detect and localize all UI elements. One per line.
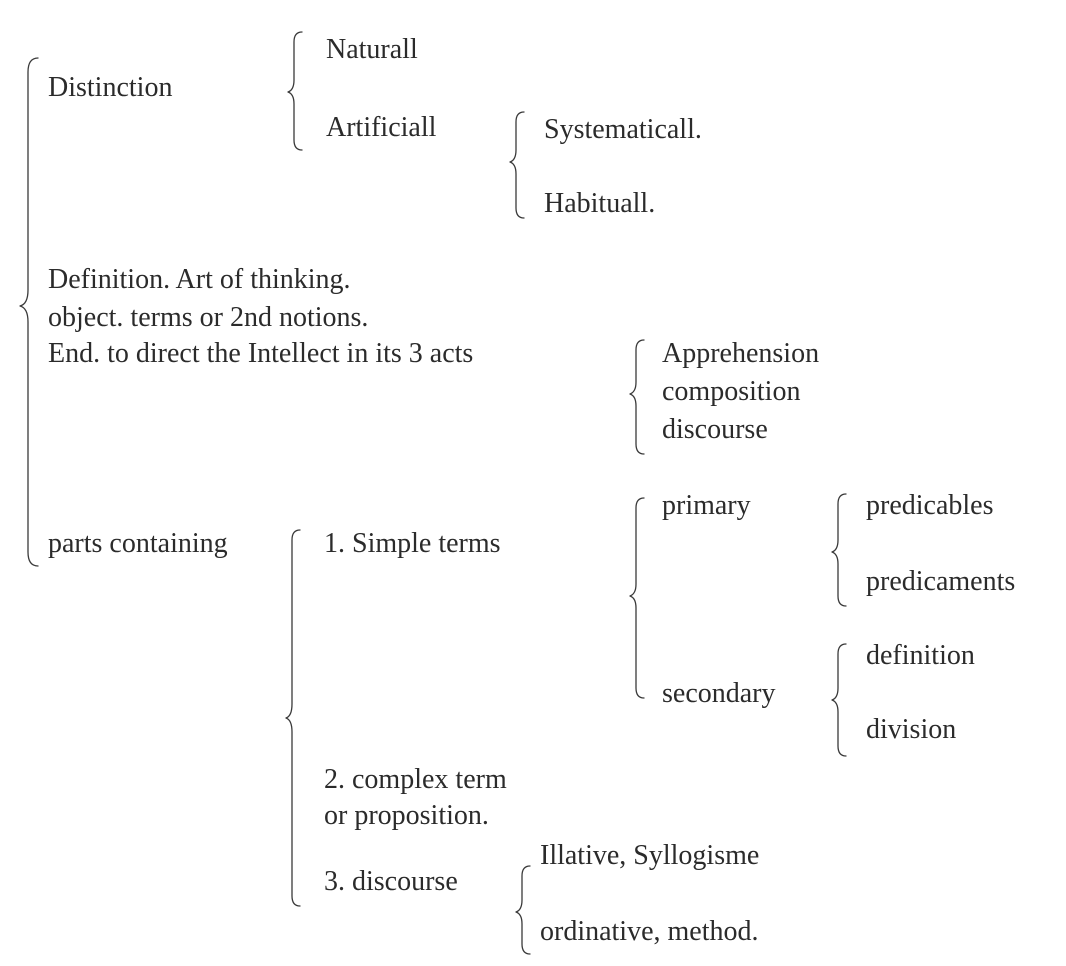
systematicall-label: Systematicall.	[544, 114, 702, 145]
distinction-label: Distinction	[48, 72, 173, 103]
primary-label: primary	[662, 490, 751, 521]
simple-terms-label: 1. Simple terms	[324, 528, 501, 559]
main-brace	[20, 58, 38, 566]
parts-label: parts containing	[48, 528, 228, 559]
primary-brace	[832, 494, 846, 606]
habituall-label: Habituall.	[544, 188, 656, 219]
ordinative-label: ordinative, method.	[540, 916, 759, 947]
end-line: End. to direct the Intellect in its 3 acts	[48, 338, 474, 369]
illative-label: Illative, Syllogisme	[540, 840, 760, 871]
naturall-label: Naturall	[326, 34, 418, 65]
act-discourse: discourse	[662, 414, 768, 445]
simple-brace	[630, 498, 644, 698]
distinction-brace	[288, 32, 302, 150]
definition-label: definition	[866, 640, 975, 671]
object-line: object. terms or 2nd notions.	[48, 302, 369, 333]
artificiall-brace	[510, 112, 524, 218]
secondary-brace	[832, 644, 846, 756]
artificiall-label: Artificiall	[326, 112, 437, 143]
parts-brace	[286, 530, 300, 906]
act-apprehension: Apprehension	[662, 338, 820, 369]
discourse-label: 3. discourse	[324, 866, 458, 897]
definition-line: Definition. Art of thinking.	[48, 264, 351, 295]
predicaments-label: predicaments	[866, 566, 1016, 597]
proposition-line: or proposition.	[324, 800, 489, 831]
division-label: division	[866, 714, 957, 745]
discourse-brace	[516, 866, 530, 954]
complex-term-line: 2. complex term	[324, 764, 507, 795]
acts-brace	[630, 340, 644, 454]
predicables-label: predicables	[866, 490, 994, 521]
act-composition: composition	[662, 376, 801, 407]
secondary-label: secondary	[662, 678, 776, 709]
